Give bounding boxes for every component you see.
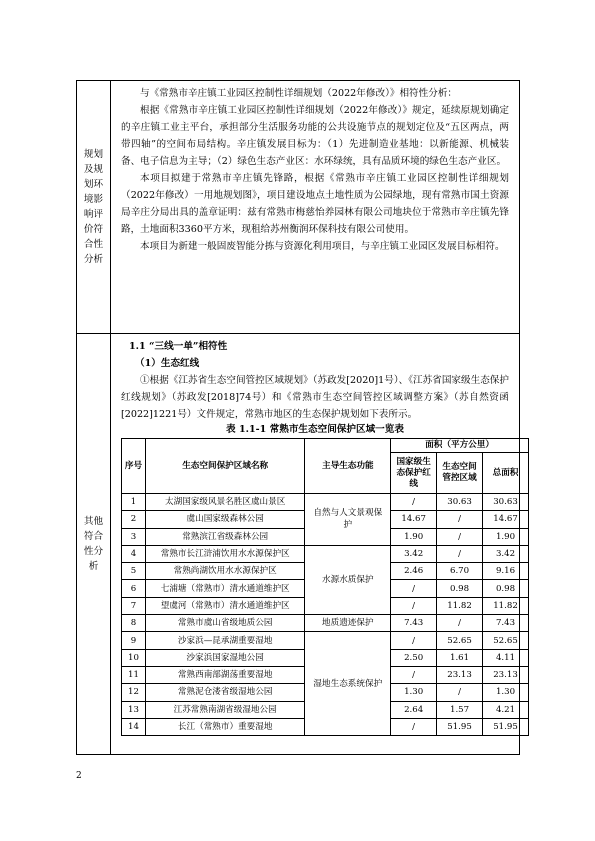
cell-national-redline: 2.50	[391, 649, 437, 666]
cell-control-area: /	[437, 615, 483, 632]
table-title: 表 1.1-1 常熟市生态空间保护区域一览表	[226, 424, 404, 435]
cell-control-area: /	[437, 528, 483, 545]
cell-no: 9	[122, 632, 146, 649]
cell-control-area: 11.82	[437, 597, 483, 614]
cell-total-area: 23.13	[483, 666, 529, 683]
table-row	[122, 494, 529, 511]
cell-national-redline: /	[391, 632, 437, 649]
cell-national-redline: 14.67	[391, 511, 437, 528]
cell-national-redline: 1.30	[391, 684, 437, 701]
cell-name: 太湖国家级风景名胜区虞山景区	[145, 494, 304, 511]
cell-no: 10	[122, 649, 146, 666]
cell-national-redline: /	[391, 580, 437, 597]
cell-total-area: 9.16	[483, 563, 529, 580]
table-row	[122, 545, 529, 562]
paragraph: 本项目拟建于常熟市辛庄镇先锋路，根据《常熟市辛庄镇工业园区控制性详细规划（2022年修改）一用地规划图》，项目建设地点土地性质为公园绿地，现有常熟市国土资源局辛庄分局出具的盖章证明：兹有常熟市梅慈怡养园林有限公司地块位于常熟市辛庄镇先锋路，土地面积3360平方米，现租给苏州衡润环保科技有限公司使用。	[121, 173, 509, 235]
cell-control-area: 6.70	[437, 563, 483, 580]
cell-national-redline: 1.90	[391, 528, 437, 545]
cell-name: 沙家浜—昆承湖重要湿地	[145, 632, 304, 649]
cell-function: 湿地生态系统保护	[305, 632, 391, 736]
cell-total-area: 4.11	[483, 649, 529, 666]
cell-no: 14	[122, 718, 146, 735]
page-number: 2	[76, 771, 82, 781]
paragraph: 与《常熟市辛庄镇工业园区控制性详细规划（2022年修改）》相符性分析：	[140, 88, 458, 99]
cell-no: 2	[122, 511, 146, 528]
cell-national-redline: 2.46	[391, 563, 437, 580]
cell-national-redline: 7.43	[391, 615, 437, 632]
table-body	[122, 494, 529, 736]
cell-total-area: 11.82	[483, 597, 529, 614]
cell-name: 常熟市长江浒浦饮用水水源保护区	[145, 545, 304, 562]
cell-no: 1	[122, 494, 146, 511]
cell-national-redline: 3.42	[391, 545, 437, 562]
cell-function: 地质遗迹保护	[305, 615, 391, 632]
header-control-area: 生态空间管控区域	[437, 453, 483, 494]
cell-total-area: 14.67	[483, 511, 529, 528]
cell-name: 常熟尚湖饮用水水源保护区	[145, 563, 304, 580]
table-row	[122, 632, 529, 649]
section-heading: 1.1 “三线一单”相符性	[129, 341, 228, 352]
header-no: 序号	[122, 439, 146, 494]
cell-total-area: 3.42	[483, 545, 529, 562]
cell-national-redline: /	[391, 718, 437, 735]
header-name: 生态空间保护区域名称	[145, 439, 304, 494]
cell-name: 常熟泥仓溇省级湿地公园	[145, 684, 304, 701]
cell-control-area: /	[437, 545, 483, 562]
planning-compliance-content	[111, 81, 519, 333]
cell-function: 水源水质保护	[305, 545, 391, 614]
cell-name: 望虞河（常熟市）清水通道维护区	[145, 597, 304, 614]
cell-control-area: /	[437, 684, 483, 701]
cell-name: 七浦塘（常熟市）清水通道维护区	[145, 580, 304, 597]
cell-no: 8	[122, 615, 146, 632]
cell-no: 12	[122, 684, 146, 701]
header-total-area: 总面积	[483, 453, 529, 494]
paragraph: 根据《常熟市辛庄镇工业园区控制性详细规划（2022年修改）》规定，延续原规划确定的辛庄镇工业主平台，承担部分生活服务功能的公共设施节点的规划定位及“五区两点，两带四轴”的空间布局结构。辛庄镇发展目标为：（1）先进制造业基地：以新能源、机械装备、电子信息为主导；（2）绿色生态产业区：水环绿统，具有品质环境的绿色生态产业区。	[121, 105, 509, 167]
header-function: 主导生态功能	[305, 439, 391, 494]
planning-compliance-row	[77, 81, 519, 334]
cell-national-redline: /	[391, 494, 437, 511]
cell-total-area: 30.63	[483, 494, 529, 511]
cell-function: 自然与人文景观保护	[305, 494, 391, 546]
cell-no: 6	[122, 580, 146, 597]
cell-no: 4	[122, 545, 146, 562]
cell-name: 常熟市虞山省级地质公园	[145, 615, 304, 632]
cell-no: 7	[122, 597, 146, 614]
ecological-area-table	[121, 438, 529, 736]
document-frame	[76, 80, 520, 755]
cell-national-redline: 2.64	[391, 701, 437, 718]
cell-no: 5	[122, 563, 146, 580]
header-area: 面积（平方公里）	[391, 439, 529, 453]
cell-control-area: /	[437, 511, 483, 528]
cell-national-redline: /	[391, 666, 437, 683]
cell-name: 虞山国家级森林公园	[145, 511, 304, 528]
cell-name: 常熟西南部湖荡重要湿地	[145, 666, 304, 683]
other-compliance-content	[111, 334, 519, 754]
cell-total-area: 1.30	[483, 684, 529, 701]
cell-control-area: 51.95	[437, 718, 483, 735]
cell-no: 3	[122, 528, 146, 545]
cell-no: 11	[122, 666, 146, 683]
cell-control-area: 52.65	[437, 632, 483, 649]
table-row	[122, 615, 529, 632]
cell-control-area: 30.63	[437, 494, 483, 511]
cell-name: 江苏常熟南湖省级湿地公园	[145, 701, 304, 718]
cell-total-area: 52.65	[483, 632, 529, 649]
cell-control-area: 0.98	[437, 580, 483, 597]
cell-total-area: 0.98	[483, 580, 529, 597]
subsection-heading: （1）生态红线	[135, 358, 200, 369]
row-label-other: 其他符合性分析	[77, 334, 111, 754]
cell-no: 13	[122, 701, 146, 718]
cell-total-area: 7.43	[483, 615, 529, 632]
cell-total-area: 1.90	[483, 528, 529, 545]
cell-total-area: 4.21	[483, 701, 529, 718]
header-national-redline: 国家级生态保护红线	[391, 453, 437, 494]
cell-control-area: 1.57	[437, 701, 483, 718]
cell-control-area: 23.13	[437, 666, 483, 683]
cell-control-area: 1.61	[437, 649, 483, 666]
cell-name: 沙家浜国家湿地公园	[145, 649, 304, 666]
cell-total-area: 51.95	[483, 718, 529, 735]
other-compliance-row	[77, 334, 519, 754]
cell-name: 常熟滨江省级森林公园	[145, 528, 304, 545]
cell-name: 长江（常熟市）重要湿地	[145, 718, 304, 735]
cell-national-redline: /	[391, 597, 437, 614]
paragraph: ①根据《江苏省生态空间管控区域规划》（苏政发[2020]1号）、《江苏省国家级生态保护红线规划》（苏政发[2018]74号）和《常熟市生态空间管控区域调整方案》（苏自然资函[2022]1221号）文件规定，常熟市地区的生态保护规划如下表所示。	[121, 375, 509, 420]
row-label-planning: 规划及规划环境影响评价符合性分析	[77, 81, 111, 333]
paragraph: 本项目为新建一般固废智能分拣与资源化利用项目，与辛庄镇工业园区发展目标相符。	[140, 241, 505, 252]
